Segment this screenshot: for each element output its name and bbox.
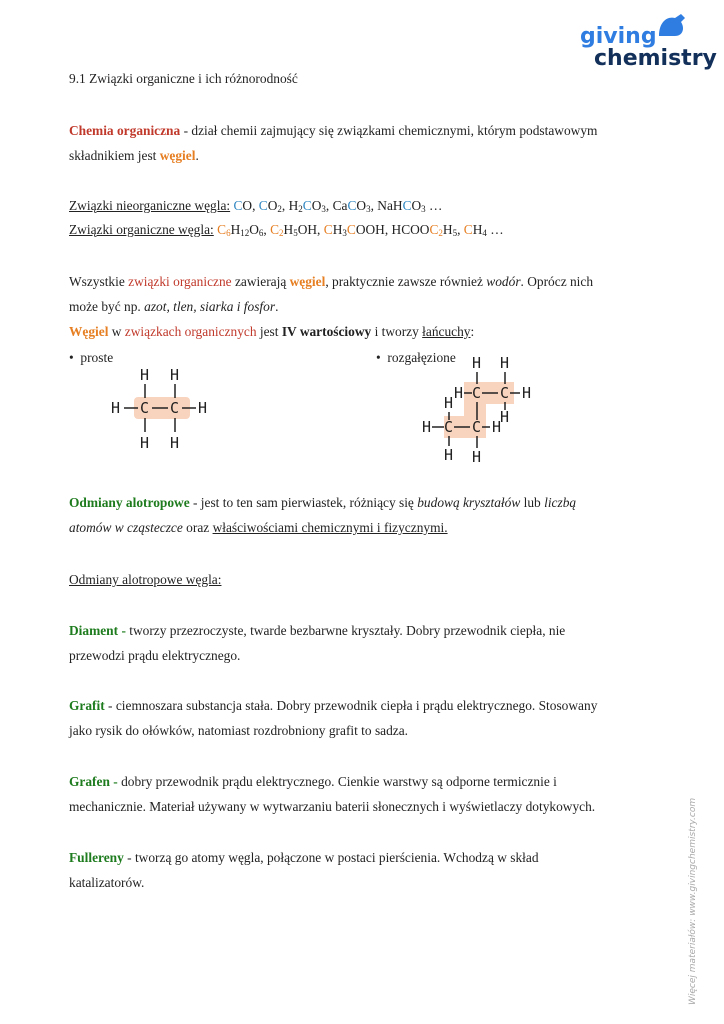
- formula-list: $C_6H_{12}O_6$, $C_2H_5OH$, $CH_3COOH$, $HCOOC_2H_5$, $CH_4$ …: [217, 222, 504, 238]
- atom-c: C: [500, 384, 510, 402]
- allotropy-line2: atomów w cząsteczce oraz właściwościami chemicznymi i fizycznymi.: [69, 520, 448, 535]
- grafen-line2: mechanicznie. Materiał używany w wytwarzaniu baterii słonecznych i wyświetlaczy dotykowych.: [69, 799, 596, 814]
- logo-line1: giving: [580, 24, 657, 49]
- bullet-straight: • proste: [69, 350, 114, 365]
- definition-line2: składnikiem jest węgiel.: [69, 148, 199, 163]
- grafit-line1: Grafit - ciemnoszara substancja stała. Dobry przewodnik ciepła i prądu elektrycznego. Stosowany: [69, 698, 598, 713]
- composition-line2: może być np. azot, tlen, siarka i fosfor.: [69, 299, 279, 314]
- atom-c: C: [140, 399, 150, 417]
- side-note[interactable]: Więcej materiałów: www.givingchemistry.com: [688, 797, 698, 1005]
- section-title: 9.1 Związki organiczne i ich różnorodność: [69, 71, 298, 86]
- formula-list: CO, $CO_2$, $H_2CO_3$, CaCO$_3$, NaHCO$_3$ …: [233, 198, 443, 214]
- branched-chain-structure: [418, 350, 548, 465]
- diament-line1: Diament - tworzy przezroczyste, twarde bezbarwne kryształy. Dobry przewodnik ciepła, nie: [69, 623, 566, 638]
- atom-h: H: [111, 399, 121, 417]
- atom-h: H: [522, 384, 532, 402]
- valence-line: Węgiel w związkach organicznych jest IV wartościowy i tworzy łańcuchy:: [69, 324, 475, 339]
- atom-h: H: [444, 394, 454, 412]
- atom-h: H: [454, 384, 464, 402]
- logo: [578, 12, 717, 72]
- fullereny-line1: Fullereny - tworzą go atomy węgla, połączone w postaci pierścienia. Wchodzą w skład: [69, 850, 539, 865]
- definition-line1: Chemia organiczna - dział chemii zajmujący się związkami chemicznymi, którym podstawowym: [69, 123, 598, 138]
- fullereny-line2: katalizatorów.: [69, 875, 145, 890]
- bullet-branched: • rozgałęzione: [376, 350, 456, 365]
- composition-line1: Wszystkie związki organiczne zawierają węgiel, praktycznie zawsze również wodór. Oprócz nich: [69, 274, 594, 289]
- logo-line2: chemistry: [594, 46, 717, 71]
- diament-line2: przewodzi prądu elektrycznego.: [69, 648, 241, 663]
- allotropes-heading: Odmiany alotropowe węgla:: [69, 572, 222, 587]
- atom-c: C: [472, 418, 482, 436]
- atom-h: H: [472, 354, 482, 372]
- grafen-line1: Grafen - dobry przewodnik prądu elektrycznego. Cienkie warstwy są odporne termicznie i: [69, 774, 557, 789]
- organic-compounds: Związki organiczne węgla: $C_6H_{12}O_6$, $C_2H_5OH$, $CH_3COOH$, $HCOOC_2H_5$, $CH_4$ …: [69, 222, 504, 238]
- atom-h: H: [170, 366, 180, 384]
- atom-h: H: [198, 399, 208, 417]
- atom-c: C: [472, 384, 482, 402]
- straight-chain-structure: [108, 364, 218, 454]
- atom-c: C: [170, 399, 180, 417]
- atom-h: H: [140, 434, 150, 452]
- atom-h: H: [472, 448, 482, 465]
- atom-h: H: [500, 408, 510, 426]
- definition-term: Chemia organiczna: [69, 123, 181, 138]
- atom-c: C: [444, 418, 454, 436]
- inorganic-compounds: Związki nieorganiczne węgla: CO, $CO_2$, $H_2CO_3$, CaCO$_3$, NaHCO$_3$ …: [69, 198, 443, 214]
- atom-h: H: [500, 354, 510, 372]
- allotropy-term: Odmiany alotropowe: [69, 495, 190, 510]
- grafit-line2: jako rysik do ołówków, natomiast rozdrobniony grafit to sadza.: [69, 723, 409, 738]
- atom-h: H: [140, 366, 150, 384]
- allotropy-line1: Odmiany alotropowe - jest to ten sam pierwiastek, różniący się budową kryształów lub liczbą: [69, 495, 577, 510]
- atom-h: H: [422, 418, 432, 436]
- atom-h: H: [492, 418, 502, 436]
- atom-h: H: [170, 434, 180, 452]
- atom-h: H: [444, 446, 454, 464]
- flask-icon: [655, 12, 689, 40]
